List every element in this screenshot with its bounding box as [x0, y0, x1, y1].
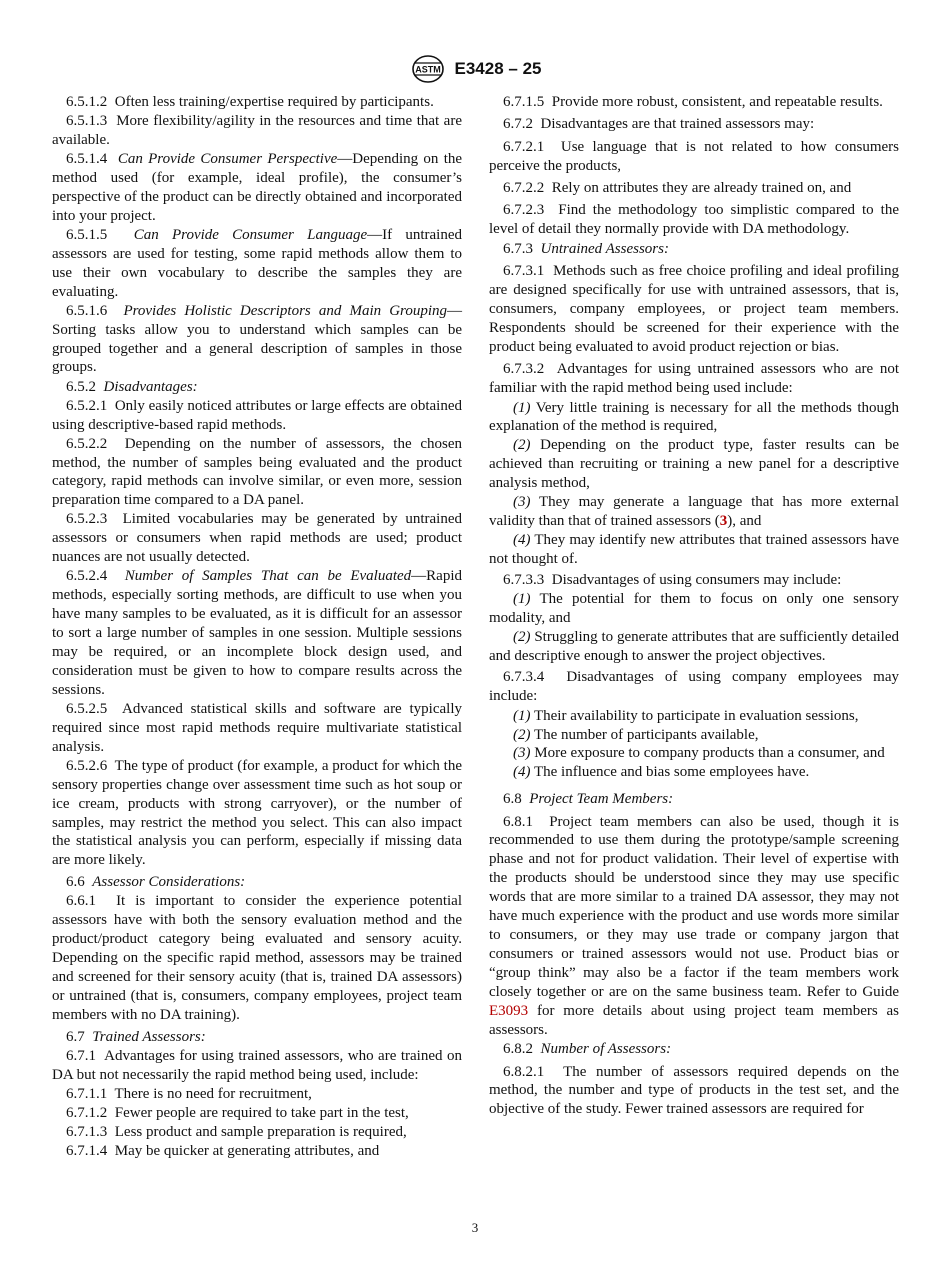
reference-link-3[interactable]: 3	[719, 512, 728, 529]
paragraph-6-5-1-4: 6.5.1.4 Can Provide Consumer Perspective—Depending on the method used (for example, ideal profile), the consumer’s perspective of the product can be directly obtained and incorporated into your project.	[52, 151, 463, 224]
paragraph-6-8: 6.8 Project Team Members:	[503, 791, 674, 808]
left-column	[52, 93, 462, 1161]
paragraph-6-5-1-5: 6.5.1.5 Can Provide Consumer Language—If untrained assessors are used for testing, some rapid methods allow them to use their own vocabulary to describe the samples they are evaluating.	[52, 226, 462, 300]
list-item: (1) The potential for them to focus on only one sensory modality, and	[489, 591, 899, 627]
list-item: (4) The influence and bias some employees have.	[513, 764, 810, 781]
page-number: 3	[471, 1220, 479, 1235]
astm-logo-icon	[409, 55, 447, 83]
paragraph-6-5-1-3: 6.5.1.3 More flexibility/agility in the resources and time that are available.	[52, 113, 462, 148]
paragraph-6-7-1-2: 6.7.1.2 Fewer people are required to take part in the test,	[66, 1104, 409, 1121]
paragraph-6-7-1-1: 6.7.1.1 There is no need for recruitment,	[66, 1085, 312, 1102]
list-item: (2) Struggling to generate attributes that are sufficiently detailed and descriptive enough to answer the project objectives.	[489, 629, 899, 665]
paragraph-6-5-1-2: 6.5.1.2 Often less training/expertise required by participants.	[66, 94, 434, 110]
paragraph-6-7-3-3: 6.7.3.3 Disadvantages of using consumers may include:	[503, 571, 842, 588]
document-id: E3428 – 25	[454, 59, 542, 78]
paragraph-6-5-2-1: 6.5.2.1 Only easily noticed attributes or large effects are obtained using descriptive-based rapid methods.	[52, 397, 462, 433]
paragraph-6-7-2: 6.7.2 Disadvantages are that trained assessors may:	[503, 116, 815, 133]
right-column	[489, 93, 899, 1120]
paragraph-6-5-2: 6.5.2 Disadvantages:	[66, 378, 198, 395]
paragraph-6-5-2-5: 6.5.2.5 Advanced statistical skills and software are typically required since most rapid methods require multivariate statistical analysis.	[52, 700, 462, 755]
list-item: (4) They may identify new attributes that trained assessors have not thought of.	[489, 531, 900, 567]
paragraph-6-6: 6.6 Assessor Considerations:	[66, 874, 246, 891]
paragraph-6-7-2-3: 6.7.2.3 Find the methodology too simplistic compared to the level of detail they normally provide with DA methodology.	[489, 202, 899, 237]
list-item: (1) Their availability to participate in evaluation sessions,	[513, 707, 859, 724]
paragraph-6-8-2: 6.8.2 Number of Assessors:	[503, 1041, 672, 1058]
paragraph-6-8-1: 6.8.1 Project team members can also be used, though it is recommended to use them during the prototype/sample screening phase and not for product validation. Their level of expertise with the products should be understood since they may use specific words that are more similar to a trained DA assessor, they may not have much experience with the product and use words more similar to consumers, or they may use trade or company jargon that consumers or trained assessors would not use. Product bias or “group think” may also be a factor if the team members work closely together or are on the same business team. Refer to Guide E3093 for more details about using project team members as assessors.	[489, 813, 900, 1038]
paragraph-6-7: 6.7 Trained Assessors:	[66, 1028, 206, 1045]
paragraph-6-7-2-1: 6.7.2.1 Use language that is not related to how consumers perceive the products,	[489, 138, 900, 174]
paragraph-6-5-2-3: 6.5.2.3 Limited vocabularies may be generated by untrained assessors or consumers when rapid methods are used; product nuances are not usually detected.	[52, 511, 462, 566]
list-item: (1) Very little training is necessary for all the methods though explanation of the method is required,	[489, 399, 899, 435]
paragraph-6-7-3-2: 6.7.3.2 Advantages for using untrained assessors who are not familiar with the rapid method being used include:	[489, 360, 899, 396]
list-item: (2) Depending on the product type, faster results can be achieved than recruiting or training a new panel for a descriptive analysis method,	[489, 437, 900, 492]
paragraph-6-7-1-3: 6.7.1.3 Less product and sample preparation is required,	[66, 1123, 407, 1140]
paragraph-6-7-1-4: 6.7.1.4 May be quicker at generating attributes, and	[66, 1143, 380, 1160]
paragraph-6-7-3-1: 6.7.3.1 Methods such as free choice profiling and ideal profiling are designed specifically for use with untrained assessors, that is, consumers, company employees, or project team members. Respondents should be screened for their experience with the product being evaluated to avoid product rejection or bias.	[489, 263, 900, 355]
list-item: (3) More exposure to company products than a consumer, and	[513, 745, 885, 762]
paragraph-6-6-1: 6.6.1 It is important to consider the experience potential assessors have with both the sensory evaluation method and the product/product category being evaluated and sensory acuity. Depending on the specific rapid method, assessors may be trained and screened for their sensory acuity (that is, trained DA assessors) or untrained (that is, consumers, company employees, project team members with no DA training).	[52, 893, 462, 1023]
paragraph-6-8-2-1: 6.8.2.1 The number of assessors required depends on the method, the number and type of products in the test set, and the objective of the study. Fewer trained assessors are required for	[489, 1063, 899, 1118]
paragraph-6-5-1-6: 6.5.1.6 Provides Holistic Descriptors and Main Grouping—Sorting tasks allow you to understand which samples can be grouped together and a general description of samples in those groups.	[52, 302, 462, 376]
paragraph-6-5-2-4: 6.5.2.4 Number of Samples That can be Evaluated—Rapid methods, especially sorting methods, are difficult to use when you have many samples to be evaluated, as it is difficult for an assessor to sort a large number of samples in one session. Multiple sessions may be required, or an incomplete block design used, and consideration must be given to how to compare results across the sessions.	[52, 568, 463, 698]
paragraph-6-7-2-2: 6.7.2.2 Rely on attributes they are already trained on, and	[503, 179, 852, 196]
paragraph-6-7-1: 6.7.1 Advantages for using trained assessors, who are trained on DA but not necessarily the rapid method being used, include:	[52, 1047, 462, 1083]
paragraph-6-7-3: 6.7.3 Untrained Assessors:	[503, 240, 669, 257]
page-header	[0, 54, 950, 84]
paragraph-6-5-2-6: 6.5.2.6 The type of product (for example, a product for which the sensory properties change over assessment time such as hot soup or ice cream, products with strong carryover), or the number of samples, may restrict the method you select. This can also impact the statistical analysis you can perform, especially if missing data are more likely.	[52, 757, 462, 869]
paragraph-6-7-3-4: 6.7.3.4 Disadvantages of using company employees may include:	[489, 669, 899, 704]
paragraph-6-5-2-2: 6.5.2.2 Depending on the number of assessors, the chosen method, the number of samples being evaluated and the product category, rapid methods can involve similar, or even more, session preparation time compared to a DA panel.	[52, 435, 463, 509]
list-item: (2) The number of participants available,	[513, 726, 759, 743]
list-item: (3) They may generate a language that has more external validity than that of trained assessors (3), and	[489, 494, 899, 529]
paragraph-6-7-1-5: 6.7.1.5 Provide more robust, consistent, and repeatable results.	[503, 94, 883, 110]
guide-e3093-link[interactable]: E3093	[489, 1002, 529, 1019]
astm-logo-text: ASTM	[414, 64, 441, 75]
